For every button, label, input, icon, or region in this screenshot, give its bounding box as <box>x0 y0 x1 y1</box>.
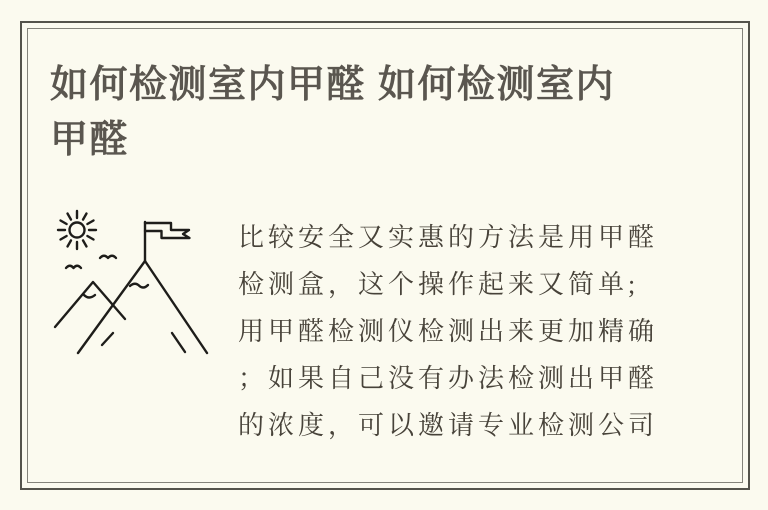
mountain-large <box>78 261 207 353</box>
article-body <box>238 214 658 449</box>
bird-icon <box>66 266 81 268</box>
body-line: 的浓度，可以邀请专业检测公司 <box>238 411 659 440</box>
body-line: 比较安全又实惠的方法是用甲醛 <box>238 223 659 252</box>
bird-icon <box>100 256 116 258</box>
sun-icon <box>58 211 96 249</box>
page-title-line-1: 如何检测室内甲醛 如何检测室内 <box>50 64 616 106</box>
page-title-line-2: 甲醛 <box>50 119 130 161</box>
page-title <box>50 58 615 168</box>
ground-slash-left <box>102 333 113 345</box>
body-line: ；如果自己没有办法检测出甲醛 <box>238 364 659 393</box>
snow-mark <box>130 284 148 288</box>
body-line: 用甲醛检测仪检测出来更加精确 <box>238 317 659 346</box>
ground-slash-right <box>172 333 185 352</box>
flag-icon <box>145 222 190 261</box>
mountain-flag-illustration <box>48 205 218 357</box>
snow-mark <box>84 295 95 298</box>
body-line: 检测盒，这个操作起来又简单; <box>238 270 640 299</box>
